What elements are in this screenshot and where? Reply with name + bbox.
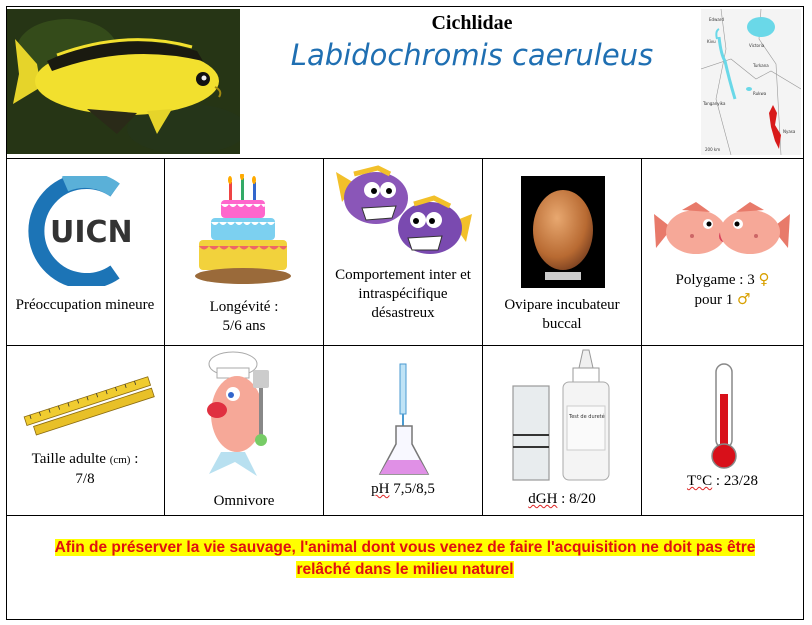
- angry-fish-icon: [334, 162, 474, 267]
- temperature-value: : 23/28: [712, 473, 758, 489]
- egg-icon: [521, 176, 605, 288]
- ph-label: pH: [371, 481, 390, 497]
- map-label-kivu: Kivu: [707, 39, 716, 44]
- water-test-kit-icon: [507, 346, 627, 486]
- female-symbol-icon: ♀: [758, 270, 770, 288]
- map-label-tanganyika: Tanganyika: [703, 101, 726, 106]
- mating-line1: Polygame : 3: [675, 272, 755, 288]
- test-kit-label: Test de dureté: [569, 414, 605, 420]
- male-symbol-icon: ♂: [737, 290, 751, 308]
- flask-pipette-icon: [374, 360, 434, 480]
- map-label-rukwa: Rukwa: [753, 91, 767, 96]
- cell-diet: [165, 346, 324, 516]
- header: [6, 6, 804, 159]
- gh-value: : 8/20: [557, 491, 596, 507]
- cell-reproduction: [483, 158, 642, 346]
- temperature-label: T°C: [686, 473, 713, 489]
- species-name: Labidochromis caeruleus: [290, 38, 654, 72]
- warning-line2: relâché dans le milieu naturel: [296, 561, 514, 578]
- size-label: Taille adulte: [31, 451, 106, 467]
- family-name: Cichlidae: [431, 12, 513, 34]
- fish-photo: [7, 9, 240, 154]
- cell-mating: [642, 158, 804, 346]
- footer: [6, 517, 804, 619]
- chef-fish-icon: [195, 350, 295, 480]
- fish-info-sheet: [6, 6, 804, 620]
- cell-behaviour: [324, 158, 483, 346]
- map-label-nyasa: Nyasa: [783, 129, 796, 134]
- info-grid: [6, 158, 804, 516]
- longevity-caption: [169, 298, 319, 336]
- map-label-victoria: Victoria: [749, 43, 765, 48]
- map-label-turkana: Turkana: [753, 63, 769, 68]
- conservation-caption: Préoccupation mineure: [15, 297, 155, 313]
- release-warning: [14, 537, 796, 581]
- cell-size: [6, 346, 165, 516]
- uicn-logo-text: UICN: [50, 215, 133, 250]
- map-label-edward: Edward: [709, 17, 724, 22]
- reproduction-caption: Ovipare incubateur buccal: [504, 297, 620, 332]
- size-value: 7/8: [75, 471, 95, 487]
- cell-temperature: [642, 346, 804, 516]
- thermometer-icon: [704, 360, 744, 470]
- behaviour-caption: Comportement inter et intraspécifique désastreux: [335, 267, 471, 321]
- kissing-fish-icon: [652, 196, 792, 266]
- distribution-map: [701, 9, 801, 155]
- size-sep: :: [130, 451, 139, 467]
- uicn-logo: [20, 176, 150, 286]
- size-caption: [10, 450, 160, 489]
- cell-conservation: [6, 158, 165, 346]
- temperature-caption: [646, 472, 799, 491]
- size-unit: (cm): [109, 454, 131, 466]
- mating-caption: [646, 270, 799, 310]
- mating-line2: pour 1: [694, 292, 734, 308]
- diet-caption: Omnivore: [213, 493, 275, 509]
- gh-caption: [487, 490, 637, 509]
- cell-longevity: [165, 158, 324, 346]
- folding-ruler-icon: [20, 376, 160, 436]
- warning-line1: Afin de préserver la vie sauvage, l'animal dont vous venez de faire l'acquisition ne doit pas être: [54, 539, 756, 556]
- cell-gh: [483, 346, 642, 516]
- ph-value: 7,5/8,5: [393, 481, 435, 497]
- cell-ph: [324, 346, 483, 516]
- gh-label: dGH: [528, 491, 558, 507]
- map-scale: 200 km: [705, 147, 721, 152]
- ph-caption: [328, 480, 478, 499]
- longevity-label: Longévité :: [209, 299, 279, 315]
- birthday-cake-icon: [193, 174, 293, 294]
- longevity-value: 5/6 ans: [222, 318, 266, 334]
